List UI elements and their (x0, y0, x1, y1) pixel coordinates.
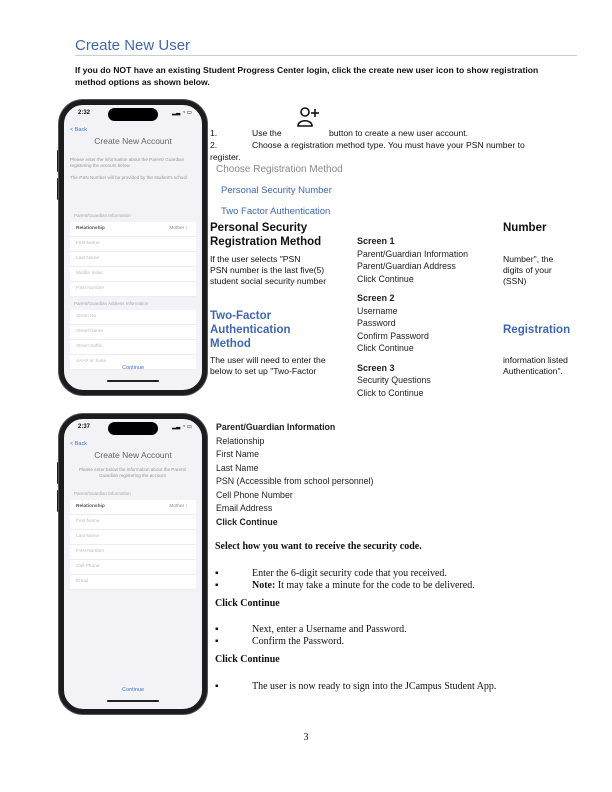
step-1-text: Use the (252, 128, 282, 138)
home-indicator (107, 380, 159, 382)
guardian-info-item: Last Name (216, 462, 259, 473)
guardian-info-list (216, 421, 373, 529)
bullet-icon: ▪ (215, 681, 219, 692)
tfa-right-line1: information listed (503, 355, 568, 365)
guardian-info-item: Cell Phone Number (216, 489, 293, 500)
screen-title: Create New Account (94, 136, 172, 146)
last-name-field[interactable]: Last Name (70, 530, 196, 545)
step-1-number: 1. (210, 128, 218, 138)
phone-screenshot-2 (59, 414, 207, 714)
tfa-body-line2: below to set up "Two-Factor (210, 366, 317, 376)
bullet-icon: ▪ (215, 624, 219, 635)
continue-button[interactable]: Continue (121, 687, 145, 693)
relationship-field[interactable]: Relationship Mother ↕ (70, 222, 196, 237)
bullet-icon: ▪ (215, 636, 219, 647)
psn-body-line2: PSN number is the last five(5) (210, 265, 325, 275)
screens-list (357, 235, 468, 399)
screen-2-label: Screen 2 (357, 293, 395, 303)
bullet-text: Enter the 6-digit security code that you received. (252, 568, 447, 579)
screen-3-label: Screen 3 (357, 362, 395, 373)
form-card (70, 310, 196, 370)
add-user-icon (296, 106, 320, 128)
screen-note: Please enter below the information about the Parent/ Guardian registering the account (78, 467, 187, 478)
guardian-info-item: Email Address (216, 503, 273, 513)
psn-right-line1: Number", the (503, 254, 554, 264)
cell-phone-field[interactable]: Cell Phone (70, 560, 196, 575)
screen-2-item: Click Continue (357, 343, 414, 353)
section-label: Parent/Guardian Information (74, 491, 131, 496)
guardian-info-item: PSN (Accessible from school personnel) (216, 476, 374, 486)
form-card (70, 500, 196, 590)
status-time: 2:32 (78, 110, 91, 116)
tfa-body-line1: The user will need to enter the (210, 355, 326, 365)
note-label: Note: (252, 580, 276, 591)
screen-2-item: Password (357, 318, 396, 328)
screen-3-item: Security Questions (357, 375, 431, 385)
dynamic-island (108, 108, 158, 121)
choose-method-label: Choose Registration Method (216, 164, 343, 175)
psn-method-option[interactable]: Personal Security Number (221, 185, 332, 196)
phone-screenshot-1 (59, 100, 207, 395)
last-name-field[interactable]: Last Name (70, 252, 196, 267)
suite-field[interactable]: AAA# or Suite (70, 355, 196, 370)
relationship-field[interactable]: Relationship Mother ↕ (70, 500, 196, 515)
relationship-value: Mother ↕ (169, 226, 188, 231)
screen-1-item: Click Continue (357, 273, 414, 284)
psn-heading-right: Number (503, 222, 547, 234)
bullet-text: Next, enter a Username and Password. (252, 624, 407, 635)
section-label: Parent/Guardian Information (74, 213, 131, 218)
relationship-value: Mother ↕ (169, 504, 188, 509)
screen-1-item: Parent/Guardian Information (357, 248, 469, 259)
first-name-field[interactable]: First Name (70, 515, 196, 530)
title-divider (75, 55, 577, 56)
guardian-info-item: Relationship (216, 435, 265, 446)
tfa-heading-line1: Two-Factor (210, 310, 272, 322)
home-indicator (107, 700, 159, 702)
psn-body-line3: student social security number (210, 276, 327, 286)
guardian-info-heading: Parent/Guardian Information (216, 422, 336, 432)
status-time: 2:37 (78, 424, 91, 430)
tfa-right-line2: Authentication". (503, 366, 563, 376)
psn-heading-line2: Registration Method (210, 236, 322, 248)
psn-body-line1: If the user selects "PSN (210, 254, 301, 264)
street-name-field[interactable]: Street Name (70, 325, 196, 340)
screen-1-label: Screen 1 (357, 236, 395, 246)
screen-2-item: Username (357, 305, 398, 316)
page-number: 3 (303, 732, 309, 743)
tfa-heading-right: Registration (503, 324, 571, 336)
psn-right-line2: digits of your (503, 265, 552, 275)
screen-3-item: Click to Continue (357, 387, 424, 398)
bullet-icon: ▪ (215, 580, 219, 591)
bullet-text: The user is now ready to sign into the JCampus Student App. (252, 681, 497, 692)
back-link[interactable]: < Back (70, 127, 87, 133)
continue-button[interactable]: Continue (121, 365, 145, 371)
psn-number-field[interactable]: PSN Number (70, 282, 196, 297)
step-2-number: 2. (210, 140, 218, 150)
psn-heading-line1: Personal Security (210, 222, 308, 234)
email-field[interactable]: Email (70, 575, 196, 590)
screen-note: Please enter the information about the Parent/ Guardian registering the account below (70, 157, 185, 168)
tfa-heading-line3: Method (210, 338, 251, 350)
bullet-text: Confirm the Password. (252, 636, 344, 647)
first-name-field[interactable]: First Name (70, 237, 196, 252)
street-no-field[interactable]: Street No (70, 310, 196, 325)
click-continue-2: Click Continue (215, 654, 280, 665)
intro-text: If you do NOT have an existing Student Progress Center login, click the create new user icon to show registration method options as shown below. (75, 65, 539, 87)
bullet-text: It may take a minute for the code to be delivered. (277, 580, 475, 591)
click-continue-1: Click Continue (215, 598, 280, 609)
signal-battery-icon: ▂▃ ◔ ▭ (171, 424, 192, 430)
guardian-click-continue: Click Continue (216, 516, 278, 527)
back-link[interactable]: < Back (70, 441, 87, 447)
security-heading: Select how you want to receive the security code. (215, 541, 422, 552)
guardian-info-item: First Name (216, 449, 260, 459)
screen-note: The PSN Number will be provided by the student's school (70, 175, 188, 180)
signal-battery-icon: ▂▃ ◔ ▭ (171, 110, 192, 116)
step-1-text-cont: button to create a new user account. (329, 128, 469, 138)
bullet-icon: ▪ (215, 568, 219, 579)
screen-2-item: Confirm Password (357, 330, 429, 341)
screen-title: Create New Account (94, 450, 172, 460)
screen-1-item: Parent/Guardian Address (357, 261, 456, 271)
tfa-heading-line2: Authentication (210, 324, 291, 336)
step-2-text: Choose a registration method type. You must have your PSN number to (252, 140, 525, 150)
section-label: Parent/Guardian Address Information (74, 301, 149, 306)
middle-initial-field[interactable]: Middle Initial (70, 267, 196, 282)
step-2-text-cont: register. (210, 152, 241, 162)
tfa-method-option[interactable]: Two Factor Authentication (221, 206, 331, 217)
psn-right-line3: (SSN) (503, 276, 527, 286)
street-suffix-field[interactable]: Street Suffix (70, 340, 196, 355)
dynamic-island (108, 422, 158, 435)
psn-number-field[interactable]: PSN Number (70, 545, 196, 560)
form-card (70, 222, 196, 297)
page-title: Create New User (75, 37, 191, 54)
